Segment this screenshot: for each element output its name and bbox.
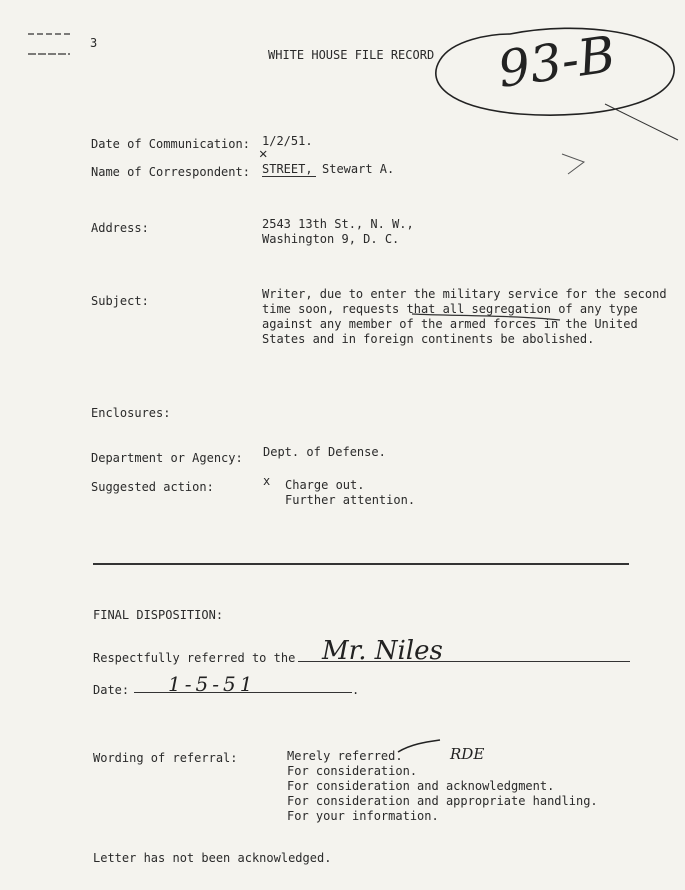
subject-line: Writer, due to enter the military service for the second [262,287,667,301]
subject-line: against any member of the armed forces in the United [262,317,638,331]
x-mark: ✕ [259,146,268,162]
enclosures-label: Enclosures: [91,406,171,420]
surname-underline [262,176,316,177]
disposition-date-value: 1-5-51 [168,672,257,696]
correspondent-surname: STREET, [262,162,313,176]
initials: RDE [450,745,485,763]
suggested-action-mark: x [263,474,271,488]
date-value: 1/2/51. [262,134,313,148]
wording-option: Merely referred. [287,749,403,763]
suggested-action-label: Suggested action: [91,480,214,494]
wording-options [287,749,598,824]
correspondent-label: Name of Correspondent: [91,165,250,179]
margin-marks [20,30,80,60]
address-label: Address: [91,221,149,235]
wording-label: Wording of referral: [93,751,238,765]
wording-option: For consideration and appropriate handling. [287,794,598,808]
subject-label: Subject: [91,294,149,308]
department-label: Department or Agency: [91,451,243,465]
disposition-date-label: Date: [93,683,130,697]
page-title: WHITE HOUSE FILE RECORD [268,48,435,62]
date-line-period: . [352,683,360,697]
file-number: 93-B [494,25,619,99]
wording-option: For consideration and acknowledgment. [287,779,555,793]
referred-to-signature: Mr. Niles [322,636,443,666]
address-block [262,217,414,247]
wording-option: For consideration. [287,764,418,778]
address-line: Washington 9, D. C. [262,232,400,246]
segregation-underline [410,312,570,332]
referred-check-stroke [396,738,446,758]
footer-note: Letter has not been acknowledged. [93,851,332,865]
wording-option: For your information. [287,809,439,823]
subject-line: States and in foreign continents be abolished. [262,332,595,346]
date-label: Date of Communication: [91,137,250,151]
final-disposition-heading: FINAL DISPOSITION: [93,608,224,622]
page-number: 3 [90,36,98,50]
suggested-action-item: Charge out. [285,478,365,492]
subject-line: time soon, requests that all segregation of any type [262,302,638,316]
address-line: 2543 13th St., N. W., [262,217,414,231]
suggested-action-list [285,478,415,508]
suggested-action-item: Further attention. [285,493,416,507]
section-divider [93,563,629,565]
referred-label: Respectfully referred to the [93,651,296,665]
department-value: Dept. of Defense. [263,445,386,459]
check-mark [560,148,600,178]
correspondent-given: Stewart A. [322,162,395,176]
